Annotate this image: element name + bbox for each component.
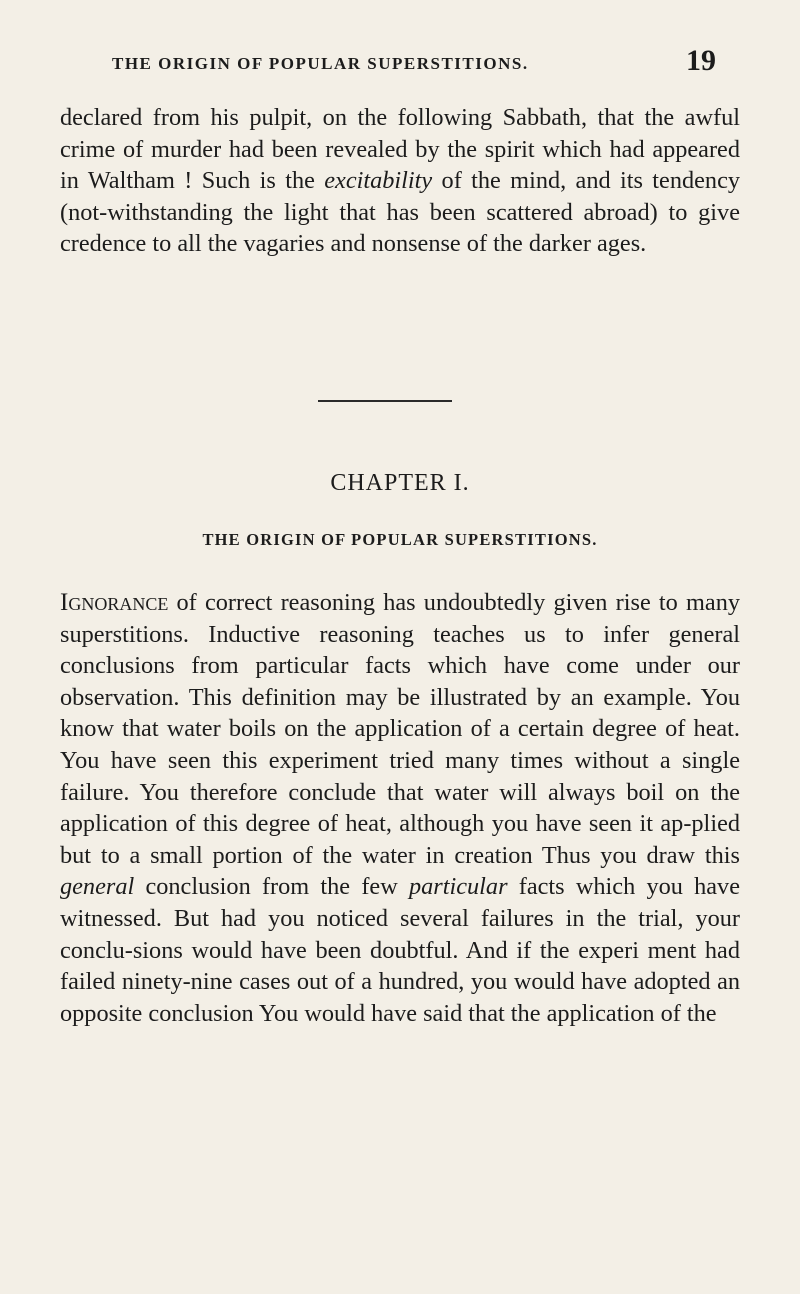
chapter-title: CHAPTER I. bbox=[330, 470, 470, 496]
chapter-opening-paragraph bbox=[60, 587, 740, 1029]
opening-paragraph bbox=[60, 102, 740, 260]
lead-word: Ignorance bbox=[60, 589, 169, 616]
paragraph-text bbox=[60, 587, 740, 1029]
paragraph-text-part: facts which you have witnessed. But had you noticed several failures in the trial, your conclu-sions would have been doubtful. And if the experi ment had failed ninety-nine cases out of a hundred, you would have adopted an opposite conclusion You would have said that the application of the bbox=[60, 873, 740, 1027]
emphasized-word: general bbox=[60, 873, 135, 901]
paragraph-text-part: of correct reasoning has undoubtedly given rise to many superstitions. Inductive reasoning teaches us to infer general conclusions from particular facts which have come under our observation. This definition may be illustrated by an example. You know that water boils on the application of a certain degree of heat. You have seen this experiment tried many times without a single failure. You therefore conclude that water will always boil on the application of this degree of heat, although you have seen it ap-plied but to a small portion of the water in creation Thus you draw this bbox=[60, 589, 740, 869]
paragraph-text bbox=[60, 102, 740, 260]
section-divider bbox=[318, 400, 452, 402]
emphasized-word: particular bbox=[408, 873, 508, 901]
running-title: THE ORIGIN OF POPULAR SUPERSTITIONS. bbox=[112, 54, 529, 73]
emphasized-word: excitability bbox=[324, 167, 433, 195]
running-header bbox=[112, 44, 716, 88]
paragraph-text-part: conclusion from the few bbox=[134, 873, 409, 901]
chapter-subtitle: THE ORIGIN OF POPULAR SUPERSTITIONS. bbox=[202, 530, 598, 549]
paragraph-text-part: of the mind, and its tendency (not-withstanding the light that has been scattered abroad) to give credence to all the vagaries and nonsense of the darker ages. bbox=[60, 167, 740, 258]
page-number: 19 bbox=[686, 44, 716, 77]
paragraph-text-part: declared from his pulpit, on the following Sabbath, that the awful crime of murder had been revealed by the spirit which had appeared in Waltham ! Such is the bbox=[60, 104, 740, 195]
